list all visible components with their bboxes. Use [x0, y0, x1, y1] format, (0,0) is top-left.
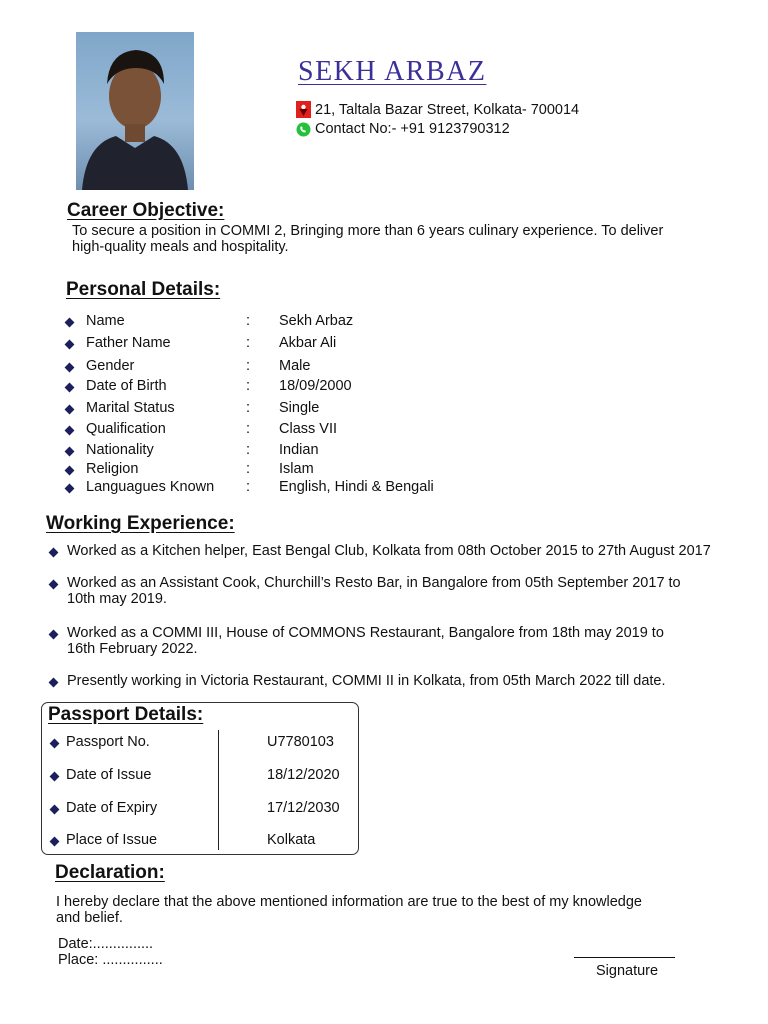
experience-item: [46, 543, 761, 559]
detail-label: Nationality: [86, 442, 154, 458]
experience-line: Presently working in Victoria Restaurant, COMMI II in Kolkata, from 05th March 2022 till date.: [67, 673, 666, 689]
detail-separator: :: [246, 335, 251, 351]
bullet-icon: [65, 466, 75, 476]
passport-value: 17/12/2030: [267, 800, 340, 816]
bullet-icon: [49, 678, 59, 688]
experience-line: 10th may 2019.: [67, 591, 167, 607]
declaration-line: I hereby declare that the above mentioned information are true to the best of my knowledge: [56, 894, 642, 910]
detail-value: Male: [279, 358, 311, 374]
detail-separator: :: [246, 479, 251, 495]
bullet-icon: [65, 318, 75, 328]
detail-value: Sekh Arbaz: [279, 313, 354, 329]
bullet-icon: [49, 548, 59, 558]
declaration-place: Place: ...............: [58, 952, 163, 968]
person-silhouette: [76, 32, 194, 190]
detail-value: Indian: [279, 442, 319, 458]
declaration-date: Date:...............: [58, 936, 154, 952]
detail-separator: :: [246, 400, 251, 416]
detail-value: Akbar Ali: [279, 335, 337, 351]
passport-row: [48, 800, 348, 818]
career-objective-line: high-quality meals and hospitality.: [72, 239, 289, 255]
bullet-icon: [65, 426, 75, 436]
bullet-icon: [50, 805, 60, 815]
signature-label: Signature: [596, 963, 659, 979]
detail-separator: :: [246, 421, 251, 437]
contact-line: [296, 121, 510, 137]
bullet-icon: [49, 580, 59, 590]
working-experience-heading: Working Experience:: [46, 513, 235, 534]
experience-item: [46, 575, 761, 607]
bullet-icon: [50, 739, 60, 749]
candidate-name: SEKH ARBAZ: [298, 56, 487, 87]
passport-row: [48, 832, 348, 850]
passport-label: Date of Expiry: [66, 800, 158, 816]
bullet-icon: [65, 484, 75, 494]
bullet-icon: [50, 772, 60, 782]
experience-item: [46, 625, 761, 657]
experience-line: Worked as a Kitchen helper, East Bengal Club, Kolkata from 08th October 2015 to 27th August 2017: [67, 543, 711, 559]
bullet-icon: [49, 630, 59, 640]
passport-value: U7780103: [267, 734, 334, 750]
career-objective-text: [72, 223, 663, 255]
bullet-icon: [65, 363, 75, 373]
personal-detail-row: [64, 335, 484, 353]
detail-label: Date of Birth: [86, 378, 167, 394]
detail-value: English, Hindi & Bengali: [279, 479, 434, 495]
bullet-icon: [50, 837, 60, 847]
personal-detail-row: [64, 378, 484, 396]
passport-details-heading: Passport Details:: [48, 704, 204, 725]
personal-detail-row: [64, 421, 484, 439]
detail-label: Qualification: [86, 421, 166, 437]
passport-value: Kolkata: [267, 832, 316, 848]
experience-line: 16th February 2022.: [67, 641, 198, 657]
experience-line: Worked as a COMMI III, House of COMMONS Restaurant, Bangalore from 18th may 2019 to: [67, 625, 664, 641]
passport-label: Passport No.: [66, 734, 150, 750]
passport-label: Date of Issue: [66, 767, 152, 783]
experience-item: [46, 673, 761, 689]
personal-detail-row: [64, 461, 484, 479]
signature-line: [574, 957, 675, 958]
bullet-icon: [65, 383, 75, 393]
detail-label: Marital Status: [86, 400, 175, 416]
whatsapp-icon: [296, 122, 311, 137]
location-pin-icon: [296, 101, 311, 118]
personal-detail-row: [64, 313, 484, 331]
contact-text: Contact No:- +91 9123790312: [315, 121, 510, 137]
detail-label: Religion: [86, 461, 139, 477]
passport-value: 18/12/2020: [267, 767, 340, 783]
detail-separator: :: [246, 442, 251, 458]
detail-label: Father Name: [86, 335, 171, 351]
detail-value: Class VII: [279, 421, 338, 437]
passport-row: [48, 734, 348, 752]
bullet-icon: [65, 447, 75, 457]
bullet-icon: [65, 405, 75, 415]
passport-label: Place of Issue: [66, 832, 158, 848]
profile-photo: [76, 32, 194, 190]
detail-value: 18/09/2000: [279, 378, 352, 394]
career-objective-heading: Career Objective:: [67, 200, 225, 221]
personal-details-heading: Personal Details:: [66, 279, 221, 300]
detail-label: Gender: [86, 358, 135, 374]
declaration-line: and belief.: [56, 910, 123, 926]
career-objective-line: To secure a position in COMMI 2, Bringing more than 6 years culinary experience. To deliver: [72, 223, 664, 239]
detail-separator: :: [246, 358, 251, 374]
personal-detail-row: [64, 358, 484, 376]
detail-separator: :: [246, 461, 251, 477]
detail-label: Languagues Known: [86, 479, 215, 495]
address-line: [296, 101, 579, 118]
detail-value: Single: [279, 400, 320, 416]
declaration-heading: Declaration:: [55, 862, 165, 883]
detail-value: Islam: [279, 461, 314, 477]
detail-separator: :: [246, 313, 251, 329]
personal-detail-row: [64, 400, 484, 418]
declaration-text: [56, 894, 642, 926]
bullet-icon: [65, 340, 75, 350]
passport-row: [48, 767, 348, 785]
address-text: 21, Taltala Bazar Street, Kolkata- 700014: [315, 101, 580, 118]
detail-label: Name: [86, 313, 125, 329]
personal-detail-row: [64, 479, 484, 497]
personal-detail-row: [64, 442, 484, 460]
experience-line: Worked as an Assistant Cook, Churchill’s Resto Bar, in Bangalore from 05th September 2017 to: [67, 575, 681, 591]
detail-separator: :: [246, 378, 251, 394]
